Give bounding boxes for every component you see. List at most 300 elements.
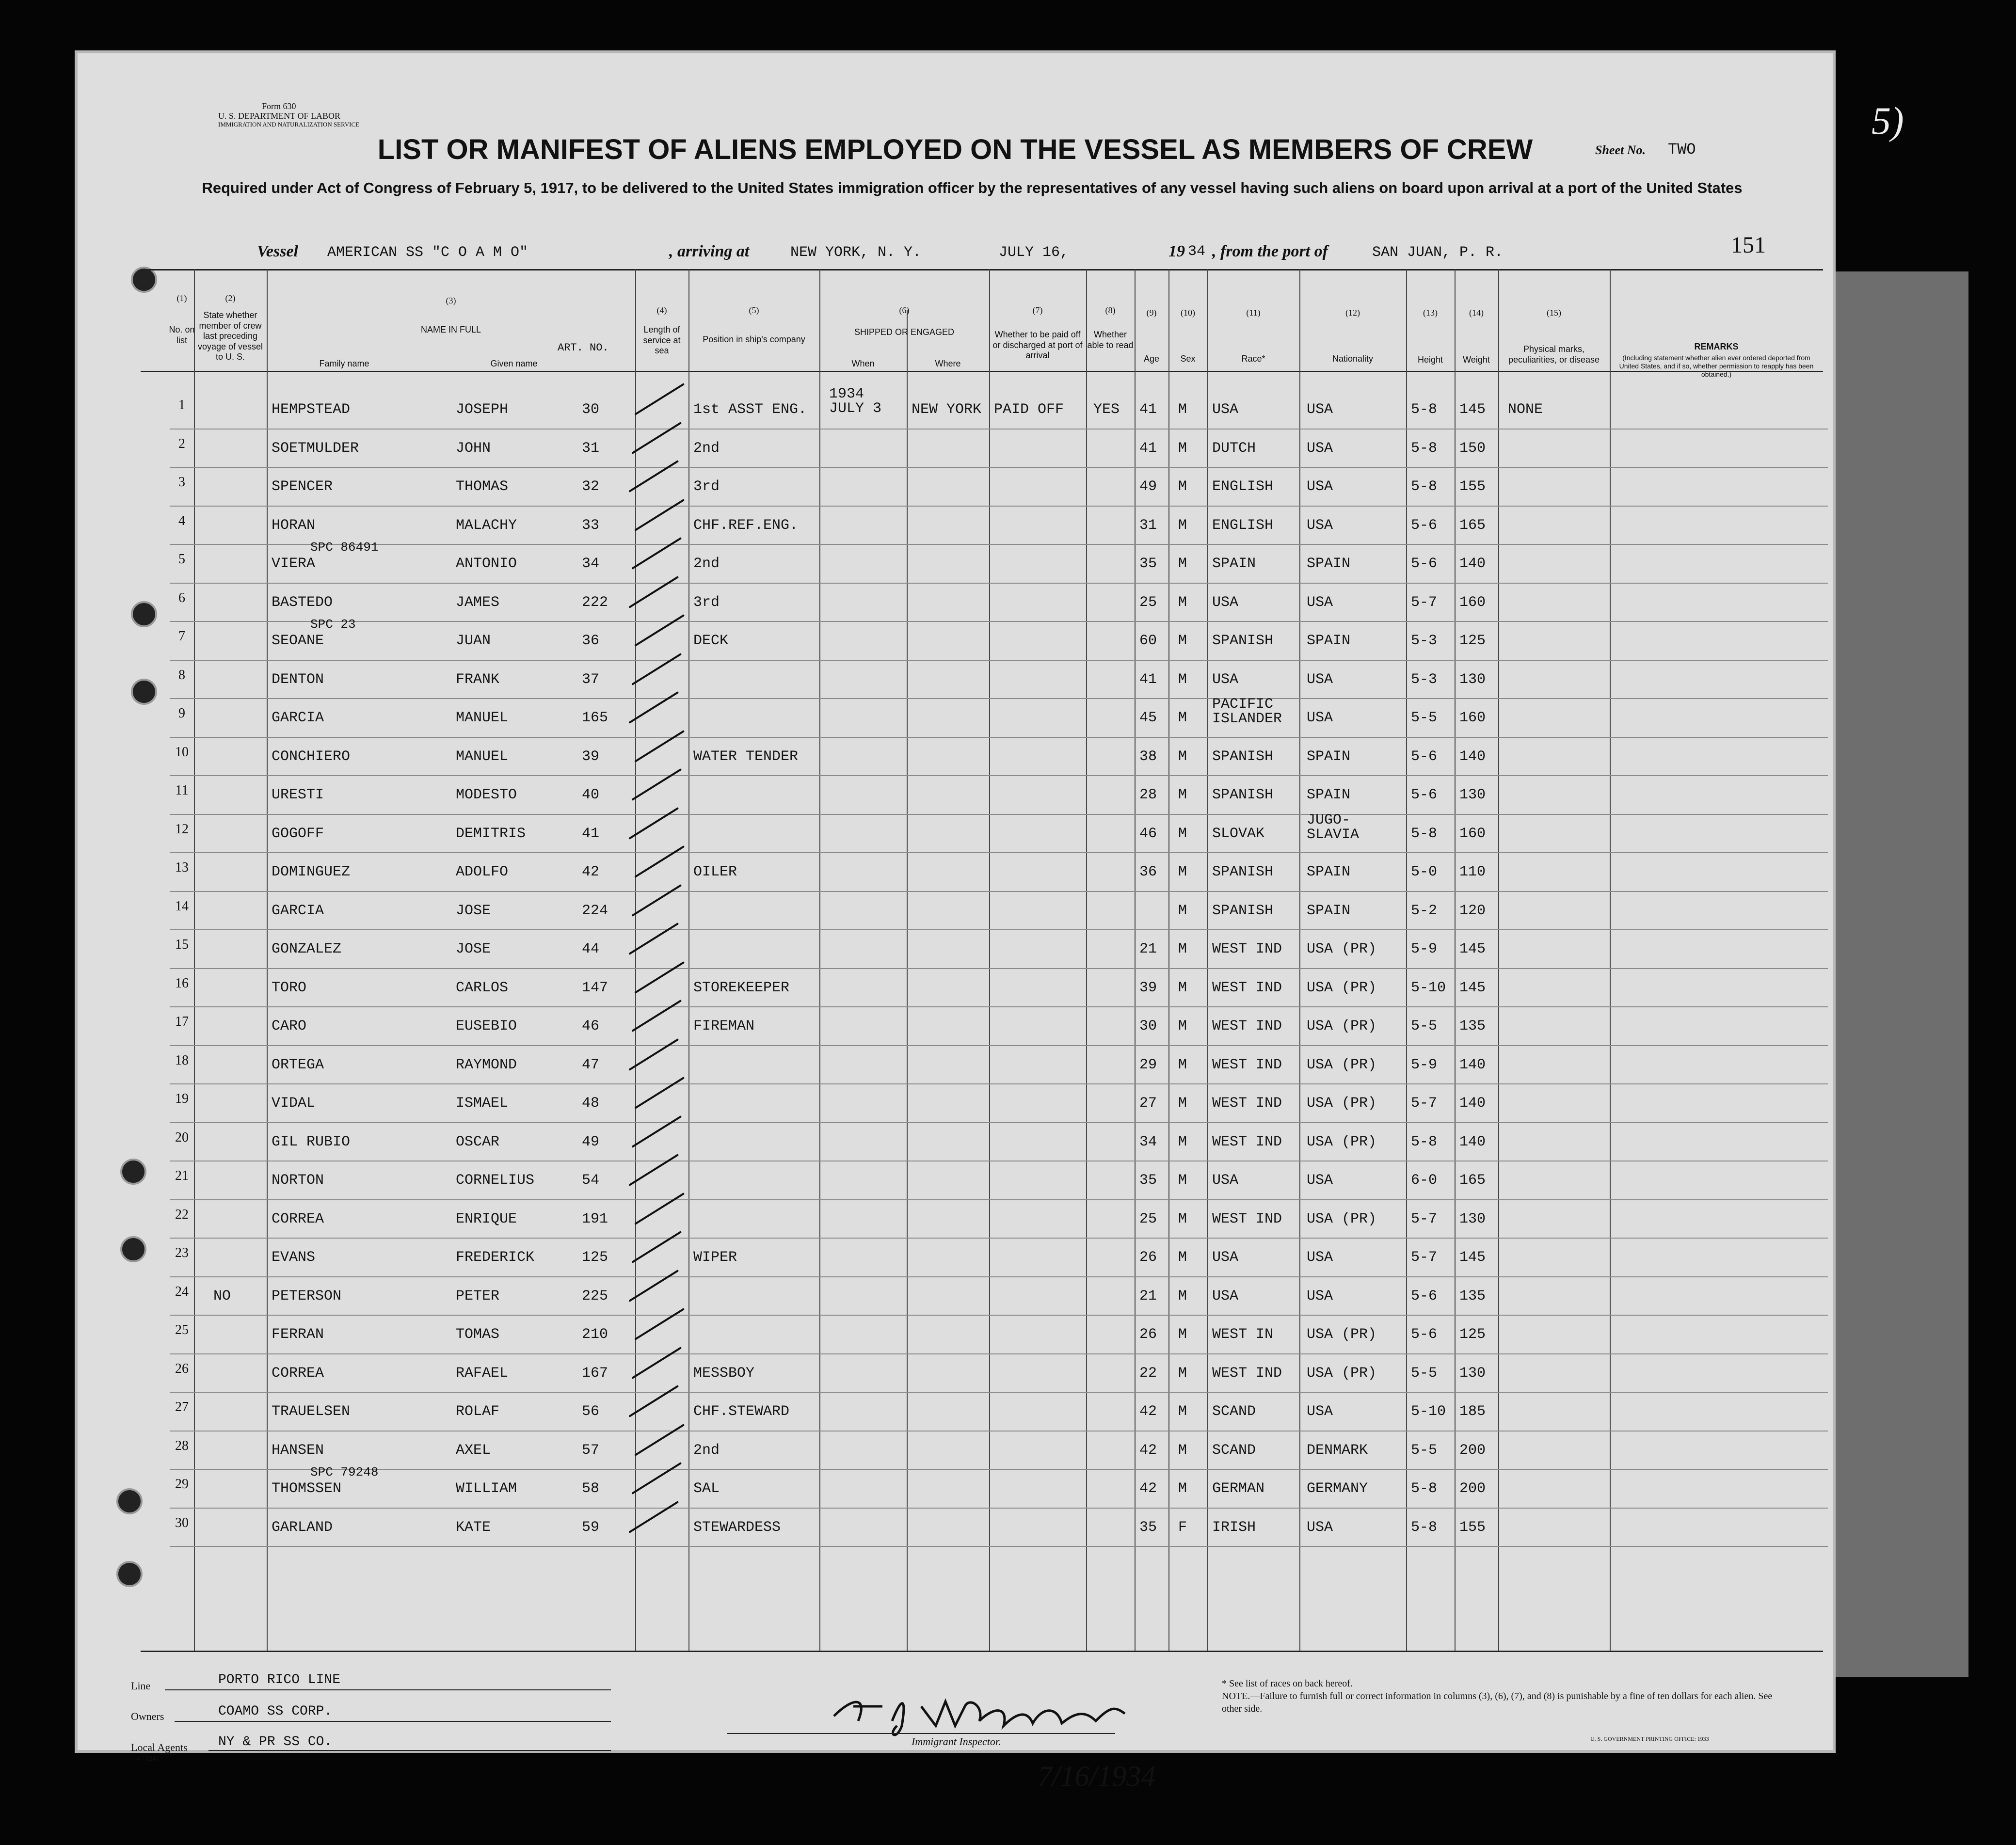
- service-tick: [634, 1424, 685, 1456]
- age-cell: 41: [1139, 440, 1157, 457]
- col9-number: (9): [1146, 308, 1157, 318]
- family-cell: VIDAL: [272, 1095, 316, 1112]
- row-number: 18: [175, 1052, 189, 1068]
- height-cell: 5-5: [1411, 710, 1438, 726]
- art-cell: 165: [582, 710, 608, 726]
- service-tick: [634, 499, 685, 531]
- service-tick: [631, 1462, 682, 1495]
- nat-cell: USA (PR): [1307, 1133, 1377, 1150]
- height-cell: 5-8: [1411, 1480, 1438, 1497]
- weight-cell: 150: [1459, 440, 1486, 457]
- col1-number: (1): [176, 293, 187, 303]
- race-cell: SPAIN: [1212, 556, 1256, 572]
- punch-hole: [131, 601, 157, 627]
- col15-number: (15): [1547, 308, 1561, 318]
- position-cell: MESSBOY: [693, 1365, 755, 1382]
- nat-cell: USA (PR): [1307, 1326, 1377, 1343]
- row-number: 7: [178, 629, 185, 644]
- row-number: 24: [175, 1284, 189, 1299]
- position-cell: CHF.REF.ENG.: [693, 517, 799, 534]
- given-cell: JOSE: [456, 941, 491, 957]
- given-cell: EUSEBIO: [456, 1018, 517, 1034]
- row-number: 22: [175, 1207, 189, 1222]
- art-cell: 32: [582, 478, 600, 495]
- family-cell: GONZALEZ: [272, 941, 342, 957]
- service-tick: [631, 1347, 682, 1379]
- family-cell: VIERA: [272, 556, 316, 572]
- given-cell: JOHN: [456, 440, 491, 457]
- height-cell: 5-6: [1411, 1288, 1438, 1304]
- row-number: 21: [175, 1168, 189, 1183]
- row-rule: [170, 1469, 1828, 1470]
- col14-number: (14): [1469, 308, 1484, 318]
- given-cell: AXEL: [456, 1442, 491, 1459]
- column-rule: [635, 269, 636, 1651]
- age-cell: 21: [1139, 941, 1157, 957]
- sex-cell: M: [1178, 902, 1187, 919]
- punch-hole: [116, 1561, 143, 1587]
- art-cell: 37: [582, 671, 600, 688]
- vessel-line: [257, 242, 1808, 267]
- position-cell: WATER TENDER: [693, 748, 799, 765]
- remarks-header: REMARKS: [1694, 342, 1739, 351]
- row-rule: [170, 467, 1828, 468]
- column-rule: [1168, 269, 1169, 1651]
- nat-cell: GERMANY: [1307, 1480, 1368, 1497]
- art-cell: 56: [582, 1403, 600, 1420]
- sex-cell: F: [1178, 1519, 1187, 1536]
- sex-cell: M: [1178, 517, 1187, 534]
- weight-cell: 200: [1459, 1442, 1486, 1459]
- weight-cell: 145: [1459, 1249, 1486, 1266]
- race-cell: WEST IND: [1212, 1018, 1282, 1034]
- height-cell: 5-8: [1411, 440, 1438, 457]
- arrival-date: JULY 16,: [999, 244, 1069, 261]
- col7-number: (7): [1032, 305, 1043, 315]
- art-cell: 125: [582, 1249, 608, 1266]
- nat-cell: JUGO-SLAVIA: [1307, 811, 1360, 843]
- given-cell: CORNELIUS: [456, 1172, 535, 1189]
- age-cell: 30: [1139, 1018, 1157, 1034]
- col10-number: (10): [1181, 308, 1195, 318]
- row-rule: [170, 968, 1828, 969]
- age-cell: 35: [1139, 1519, 1157, 1536]
- row-number: 4: [178, 513, 185, 528]
- age-cell: 35: [1139, 1172, 1157, 1189]
- row-rule: [170, 1199, 1828, 1200]
- where-cell: NEW YORK: [912, 401, 982, 418]
- art-cell: 210: [582, 1326, 608, 1343]
- height-cell: 5-8: [1411, 401, 1438, 418]
- service-tick: [634, 1193, 685, 1225]
- age-cell: 46: [1139, 825, 1157, 842]
- family-cell: TORO: [272, 979, 307, 996]
- column-rule: [1406, 269, 1407, 1651]
- art-cell: 36: [582, 633, 600, 649]
- sex-cell: M: [1178, 787, 1187, 803]
- age-cell: 34: [1139, 1133, 1157, 1150]
- height-cell: 5-7: [1411, 1249, 1438, 1266]
- weight-cell: 130: [1459, 787, 1486, 803]
- row-number: 25: [175, 1322, 189, 1337]
- race-cell: USA: [1212, 1172, 1239, 1189]
- punch-hole: [120, 1236, 146, 1262]
- family-cell: NORTON: [272, 1172, 324, 1189]
- height-cell: 5-10: [1411, 979, 1446, 996]
- height-cell: 5-6: [1411, 787, 1438, 803]
- row-rule: [170, 852, 1828, 853]
- nat-cell: USA: [1307, 1519, 1333, 1536]
- col11-number: (11): [1246, 308, 1261, 318]
- col12-number: (12): [1345, 308, 1360, 318]
- art-no-label: ART. NO.: [558, 342, 609, 354]
- art-cell: 30: [582, 401, 600, 418]
- row-rule: [170, 583, 1828, 584]
- from-label: , from the port of: [1212, 242, 1328, 260]
- col1-header: No. on list: [169, 325, 195, 345]
- age-cell: 42: [1139, 1403, 1157, 1420]
- position-cell: FIREMAN: [693, 1018, 755, 1034]
- family-cell: THOMSSEN: [272, 1480, 342, 1497]
- line-name: PORTO RICO LINE: [218, 1672, 341, 1687]
- weight-cell: 145: [1459, 941, 1486, 957]
- art-cell: 57: [582, 1442, 600, 1459]
- row-rule: [170, 929, 1828, 930]
- inspector-label: Immigrant Inspector.: [912, 1735, 1001, 1748]
- nat-cell: USA (PR): [1307, 941, 1377, 957]
- when-header: When: [851, 359, 875, 368]
- race-cell: IRISH: [1212, 1519, 1256, 1536]
- row-rule: [170, 1315, 1828, 1316]
- weight-cell: 160: [1459, 825, 1486, 842]
- sheet-number: TWO: [1668, 141, 1696, 159]
- column-rule: [907, 310, 908, 1651]
- sex-cell: M: [1178, 1442, 1187, 1459]
- race-cell: USA: [1212, 1249, 1239, 1266]
- column-rule: [1455, 269, 1456, 1651]
- row-rule: [170, 1353, 1828, 1354]
- nat-cell: SPAIN: [1307, 864, 1351, 880]
- row-number: 23: [175, 1245, 189, 1260]
- owners-rule: [175, 1721, 611, 1722]
- family-cell: PETERSON: [272, 1288, 342, 1304]
- weight-cell: 185: [1459, 1403, 1486, 1420]
- column-rule: [267, 269, 268, 1651]
- row-number: 29: [175, 1477, 189, 1492]
- vessel-label: Vessel: [257, 242, 298, 260]
- nat-cell: USA (PR): [1307, 1210, 1377, 1227]
- race-cell: WEST IND: [1212, 1133, 1282, 1150]
- given-cell: JAMES: [456, 594, 500, 611]
- service-tick: [634, 383, 685, 415]
- row-rule: [170, 1122, 1828, 1123]
- height-cell: 5-6: [1411, 517, 1438, 534]
- nat-cell: USA (PR): [1307, 1365, 1377, 1382]
- col14-header: Weight: [1463, 355, 1490, 365]
- row-rule: [170, 506, 1828, 507]
- race-cell: SPANISH: [1212, 787, 1274, 803]
- footnotes: [1222, 1677, 1779, 1715]
- row-rule: [170, 1276, 1828, 1277]
- penalty-note: NOTE.—Failure to furnish full or correct information in columns (3), (6), (7), and (8) is punishable by a fine of ten dollars for each alien. See other side.: [1222, 1691, 1773, 1714]
- art-cell: 42: [582, 864, 600, 880]
- age-cell: 26: [1139, 1249, 1157, 1266]
- art-cell: 44: [582, 941, 600, 957]
- sex-cell: M: [1178, 748, 1187, 765]
- height-cell: 5-9: [1411, 941, 1438, 957]
- race-cell: GERMAN: [1212, 1480, 1265, 1497]
- height-cell: 5-10: [1411, 1403, 1446, 1420]
- position-cell: 3rd: [693, 594, 720, 611]
- col8-header: Whether able to read: [1087, 330, 1134, 350]
- race-cell: WEST IND: [1212, 1095, 1282, 1112]
- table-bottom-rule: [141, 1651, 1823, 1652]
- family-cell: SPENCER: [272, 478, 333, 495]
- race-cell: USA: [1212, 401, 1239, 418]
- row-rule: [170, 1083, 1828, 1084]
- family-cell: DENTON: [272, 671, 324, 688]
- given-cell: DEMITRIS: [456, 825, 526, 842]
- vessel-name: AMERICAN SS "C O A M O": [327, 244, 528, 261]
- age-cell: 29: [1139, 1056, 1157, 1073]
- art-cell: 48: [582, 1095, 600, 1112]
- position-cell: 2nd: [693, 1442, 720, 1459]
- age-cell: 25: [1139, 1210, 1157, 1227]
- race-cell: SLOVAK: [1212, 825, 1265, 842]
- age-cell: 21: [1139, 1288, 1157, 1304]
- row-rule: [170, 1045, 1828, 1046]
- race-cell: SPANISH: [1212, 633, 1274, 649]
- given-cell: JOSEPH: [456, 401, 509, 418]
- service-tick: [634, 614, 685, 647]
- service-tick: [634, 961, 685, 994]
- remarks-note: (Including statement whether alien ever ordered deported from United States, and if so, whether permission to reapply has been obtained.): [1619, 354, 1814, 378]
- art-cell: 41: [582, 825, 600, 842]
- form-id-block: [218, 102, 359, 128]
- age-cell: 27: [1139, 1095, 1157, 1112]
- art-cell: 33: [582, 517, 600, 534]
- nat-cell: USA (PR): [1307, 1018, 1377, 1034]
- nat-cell: USA: [1307, 1288, 1333, 1304]
- sex-cell: M: [1178, 671, 1187, 688]
- given-cell: KATE: [456, 1519, 491, 1536]
- position-cell: STOREKEEPER: [693, 979, 790, 996]
- weight-cell: 140: [1459, 1056, 1486, 1073]
- height-cell: 5-5: [1411, 1365, 1438, 1382]
- sex-cell: M: [1178, 1403, 1187, 1420]
- line-label: Line: [131, 1680, 151, 1692]
- col6-number: (6): [899, 305, 910, 315]
- position-cell: STEWARDESS: [693, 1519, 781, 1536]
- age-cell: 42: [1139, 1480, 1157, 1497]
- given-cell: MODESTO: [456, 787, 517, 803]
- age-cell: 35: [1139, 556, 1157, 572]
- service-tick: [634, 1077, 685, 1109]
- family-cell: URESTI: [272, 787, 324, 803]
- col13-header: Height: [1417, 355, 1443, 365]
- weight-cell: 155: [1459, 1519, 1486, 1536]
- nat-cell: USA: [1307, 710, 1333, 726]
- col13-number: (13): [1423, 308, 1438, 318]
- col11-header: Race*: [1241, 354, 1265, 364]
- row-number: 10: [175, 744, 189, 760]
- sex-cell: M: [1178, 1018, 1187, 1034]
- height-cell: 6-0: [1411, 1172, 1438, 1189]
- sex-cell: M: [1178, 979, 1187, 996]
- row-number: 17: [175, 1014, 189, 1029]
- nat-cell: SPAIN: [1307, 902, 1351, 919]
- service-tick: [634, 730, 685, 763]
- col12-header: Nationality: [1332, 354, 1374, 364]
- sex-cell: M: [1178, 1056, 1187, 1073]
- age-cell: 42: [1139, 1442, 1157, 1459]
- row-number: 20: [175, 1129, 189, 1145]
- art-cell: 59: [582, 1519, 600, 1536]
- row-number: 27: [175, 1400, 189, 1415]
- sex-cell: M: [1178, 1249, 1187, 1266]
- arriving-label: , arriving at: [669, 242, 750, 260]
- given-cell: PETER: [456, 1288, 500, 1304]
- row-rule: [170, 1546, 1828, 1547]
- nat-cell: USA: [1307, 401, 1333, 418]
- row-number: 19: [175, 1091, 189, 1106]
- row-rule: [170, 660, 1828, 661]
- races-note: * See list of races on back hereof.: [1222, 1678, 1353, 1689]
- nat-cell: USA (PR): [1307, 1056, 1377, 1073]
- sex-cell: M: [1178, 401, 1187, 418]
- weight-cell: 140: [1459, 1095, 1486, 1112]
- height-cell: 5-8: [1411, 825, 1438, 842]
- given-cell: RAFAEL: [456, 1365, 509, 1382]
- age-cell: 31: [1139, 517, 1157, 534]
- marks-cell: NONE: [1508, 401, 1543, 418]
- nat-cell: USA (PR): [1307, 1095, 1377, 1112]
- service-tick: [631, 653, 682, 685]
- race-cell: WEST IND: [1212, 1365, 1282, 1382]
- row-rule: [170, 737, 1828, 738]
- given-cell: TOMAS: [456, 1326, 500, 1343]
- col5-header: Position in ship's company: [703, 334, 805, 344]
- signature-date: 7/16/1934: [1038, 1760, 1156, 1792]
- service-tick: [631, 1231, 682, 1263]
- row-number: 1: [178, 398, 185, 413]
- position-cell: 3rd: [693, 478, 720, 495]
- col5-number: (5): [749, 305, 759, 315]
- page-number: 151: [1731, 232, 1766, 258]
- punch-hole: [120, 1159, 146, 1185]
- column-rule: [1086, 269, 1087, 1651]
- weight-cell: 110: [1459, 864, 1486, 880]
- art-cell: 224: [582, 902, 608, 919]
- row-number: 15: [175, 937, 189, 952]
- height-cell: 5-6: [1411, 1326, 1438, 1343]
- position-cell: OILER: [693, 864, 737, 880]
- height-cell: 5-9: [1411, 1056, 1438, 1073]
- age-cell: 25: [1139, 594, 1157, 611]
- row-number: 16: [175, 975, 189, 991]
- service-tick: [634, 845, 685, 878]
- family-cell: SOETMULDER: [272, 440, 359, 457]
- race-cell: SPANISH: [1212, 902, 1274, 919]
- given-cell: RAYMOND: [456, 1056, 517, 1073]
- given-cell: FRANK: [456, 671, 500, 688]
- art-cell: 222: [582, 594, 608, 611]
- header-bottom-rule: [141, 371, 1823, 372]
- height-cell: 5-6: [1411, 556, 1438, 572]
- nat-cell: USA: [1307, 1249, 1333, 1266]
- row-rule: [170, 891, 1828, 892]
- race-cell: USA: [1212, 594, 1239, 611]
- weight-cell: 160: [1459, 594, 1486, 611]
- art-cell: 147: [582, 979, 608, 996]
- sex-cell: M: [1178, 1480, 1187, 1497]
- printer-note: U. S. GOVERNMENT PRINTING OFFICE: 1933: [1590, 1735, 1709, 1742]
- manifest-sheet: [78, 53, 1904, 1792]
- given-cell: ISMAEL: [456, 1095, 509, 1112]
- position-cell: SAL: [693, 1480, 720, 1497]
- service-tick: [631, 884, 682, 917]
- punch-hole: [116, 1488, 143, 1514]
- column-rule: [989, 269, 990, 1651]
- family-cell: EVANS: [272, 1249, 316, 1266]
- service-tick: [631, 1000, 682, 1032]
- department-name: U. S. DEPARTMENT OF LABOR: [218, 111, 340, 121]
- nat-cell: USA: [1307, 517, 1333, 534]
- race-cell: ENGLISH: [1212, 517, 1274, 534]
- sex-cell: M: [1178, 1133, 1187, 1150]
- age-cell: 41: [1139, 401, 1157, 418]
- family-cell: ORTEGA: [272, 1056, 324, 1073]
- sheet-label: Sheet No.: [1595, 143, 1646, 157]
- row-number: 8: [178, 667, 185, 683]
- art-cell: 40: [582, 787, 600, 803]
- paid-cell: PAID OFF: [994, 401, 1064, 418]
- punch-hole: [131, 267, 157, 293]
- given-cell: MANUEL: [456, 748, 509, 765]
- nat-cell: SPAIN: [1307, 787, 1351, 803]
- family-cell: CORREA: [272, 1210, 324, 1227]
- height-cell: 5-7: [1411, 594, 1438, 611]
- age-cell: 49: [1139, 478, 1157, 495]
- art-cell: 39: [582, 748, 600, 765]
- read-cell: YES: [1093, 401, 1120, 418]
- row-number: 13: [175, 860, 189, 875]
- given-cell: WILLIAM: [456, 1480, 517, 1497]
- corner-mark: 5): [1872, 100, 1904, 143]
- weight-cell: 165: [1459, 517, 1486, 534]
- age-cell: 22: [1139, 1365, 1157, 1382]
- row-number: 3: [178, 475, 185, 490]
- family-cell: CONCHIERO: [272, 748, 351, 765]
- spc-note: SPC 23: [310, 617, 356, 632]
- service-tick: [634, 1308, 685, 1340]
- family-cell: HEMPSTEAD: [272, 401, 351, 418]
- given-cell: CARLOS: [456, 979, 509, 996]
- col3-header: NAME IN FULL: [420, 325, 481, 334]
- page-title: LIST OR MANIFEST OF ALIENS EMPLOYED ON THE VESSEL AS MEMBERS OF CREW: [377, 134, 1533, 165]
- row-number: 12: [175, 821, 189, 837]
- col10-header: Sex: [1180, 354, 1196, 364]
- row-rule: [170, 814, 1828, 815]
- row-number: 28: [175, 1438, 189, 1453]
- col4-number: (4): [656, 305, 667, 315]
- position-cell: 1st ASST ENG.: [693, 401, 807, 418]
- column-rule: [1207, 269, 1208, 1651]
- service-tick: [631, 537, 682, 570]
- position-cell: 2nd: [693, 556, 720, 572]
- weight-cell: 200: [1459, 1480, 1486, 1497]
- position-cell: CHF.STEWARD: [693, 1403, 790, 1420]
